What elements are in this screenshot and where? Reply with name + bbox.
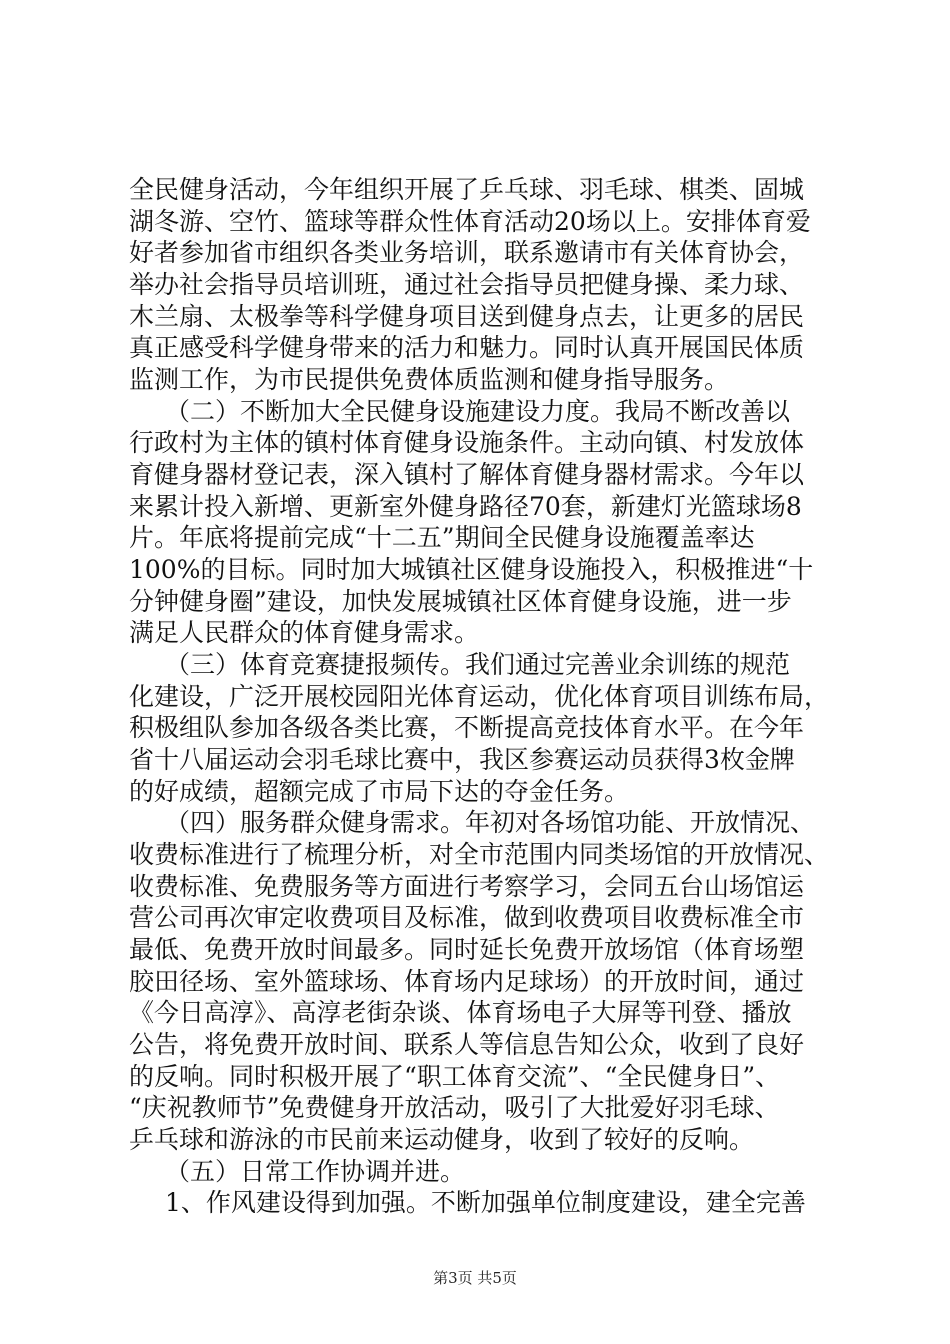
text-line: 来累计投入新增、更新室外健身路径70套，新建灯光篮球场8 <box>129 492 802 521</box>
text-line: 100%的目标。同时加大城镇社区健身设施投入，积极推进“十 <box>129 555 814 584</box>
text-line: 《今日高淳》、高淳老街杂谈、体育场电子大屏等刊登、播放 <box>129 998 792 1027</box>
text-line: 的好成绩，超额完成了市局下达的夺金任务。 <box>129 777 630 806</box>
text-line: 的反响。同时积极开展了“职工体育交流”、“全民健身日”、 <box>129 1062 781 1091</box>
text-line: 乒乓球和游泳的市民前来运动健身，收到了较好的反响。 <box>129 1125 755 1154</box>
sub-item-1-line: 1、作风建设得到加强。不断加强单位制度建设，建全完善 <box>165 1188 806 1217</box>
text-line: “庆祝教师节”免费健身开放活动，吸引了大批爱好羽毛球、 <box>129 1093 780 1122</box>
text-line: 收费标准、免费服务等方面进行考察学习，会同五台山场馆运 <box>129 872 805 901</box>
text-line: 片。年底将提前完成“十二五”期间全民健身设施覆盖率达 <box>129 523 755 552</box>
text-line: 营公司再次审定收费项目及标准，做到收费项目收费标准全市 <box>129 903 805 932</box>
text-line: 全民健身活动，今年组织开展了乒乓球、羽毛球、棋类、固城 <box>129 175 805 204</box>
paragraph-5-heading-line: （五）日常工作协调并进。 <box>165 1157 466 1186</box>
text-line: 好者参加省市组织各类业务培训，联系邀请市有关体育协会， <box>129 238 805 267</box>
text-line: 监测工作，为市民提供免费体质监测和健身指导服务。 <box>129 365 730 394</box>
page-number-footer: 第3页 共5页 <box>433 1269 517 1287</box>
text-line: 省十八届运动会羽毛球比赛中，我区参赛运动员获得3枚金牌 <box>129 745 795 774</box>
text-line: 积极组队参加各级各类比赛，不断提高竞技体育水平。在今年 <box>129 713 805 742</box>
text-line: 胶田径场、室外篮球场、体育场内足球场）的开放时间，通过 <box>129 967 805 996</box>
text-line: 湖冬游、空竹、篮球等群众性体育活动20场以上。安排体育爱 <box>129 207 811 236</box>
text-line: 木兰扇、太极拳等科学健身项目送到健身点去，让更多的居民 <box>129 302 805 331</box>
text-line: 育健身器材登记表，深入镇村了解体育健身器材需求。今年以 <box>129 460 805 489</box>
text-line: 行政村为主体的镇村体育健身设施条件。主动向镇、村发放体 <box>129 428 805 457</box>
text-line: 分钟健身圈”建设，加快发展城镇社区体育健身设施，进一步 <box>129 587 792 616</box>
paragraph-3-heading-line: （三）体育竞赛捷报频传。我们通过完善业余训练的规范 <box>165 650 791 679</box>
text-line: 公告，将免费开放时间、联系人等信息告知公众，收到了良好 <box>129 1030 805 1059</box>
text-line: 真正感受科学健身带来的活力和魅力。同时认真开展国民体质 <box>129 333 805 362</box>
text-line: 化建设，广泛开展校园阳光体育运动，优化体育项目训练布局， <box>129 682 830 711</box>
text-line: 收费标准进行了梳理分析，对全市范围内同类场馆的开放情况、 <box>129 840 830 869</box>
text-line: 最低、免费开放时间最多。同时延长免费开放场馆（体育场塑 <box>129 935 805 964</box>
paragraph-4-heading-line: （四）服务群众健身需求。年初对各场馆功能、开放情况、 <box>165 808 816 837</box>
paragraph-2-heading-line: （二）不断加大全民健身设施建设力度。我局不断改善以 <box>165 397 791 426</box>
text-line: 举办社会指导员培训班，通过社会指导员把健身操、柔力球、 <box>129 270 805 299</box>
text-line: 满足人民群众的体育健身需求。 <box>129 618 480 647</box>
